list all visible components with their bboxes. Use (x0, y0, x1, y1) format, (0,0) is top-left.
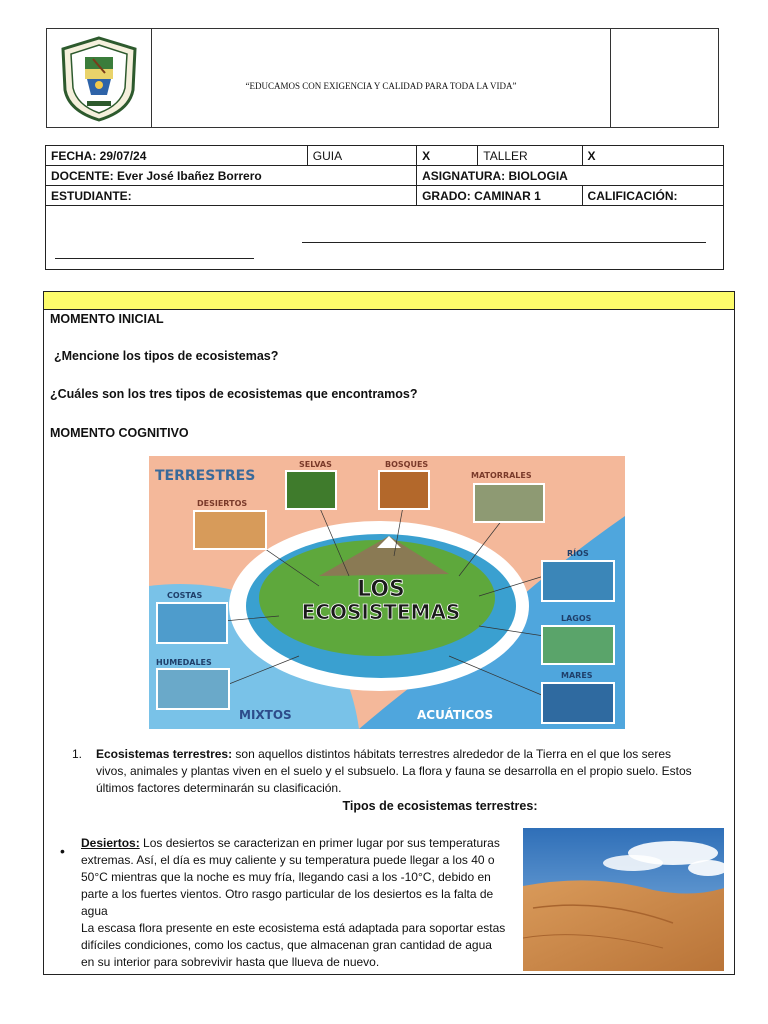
info-table (45, 145, 724, 206)
infographic-title-line-1: LOS (357, 577, 405, 602)
item-1-line-3: últimos factores determinarán su clasificación. (96, 781, 342, 795)
desiertos-line-1: Los desiertos se caracterizan en primer lugar por sus temperaturas (139, 836, 500, 850)
question-2: ¿Cuáles son los tres tipos de ecosistemas que encontramos? (50, 387, 418, 401)
desiertos-line-4: parte a los fuertes vientos. Otro rasgo particular de los desiertos es la falta de (81, 887, 494, 901)
answer-box (45, 204, 724, 270)
taller-mark: X (582, 146, 723, 166)
document-header (46, 28, 719, 128)
school-shield-logo (57, 35, 141, 123)
lagos-photo (542, 626, 614, 664)
desiertos-photo (194, 511, 266, 549)
calificacion-cell: CALIFICACIÓN: (582, 186, 723, 206)
selvas-photo (286, 471, 336, 509)
desiertos-line-7: difíciles condiciones, como los cactus, que almacenan gran cantidad de agua (81, 938, 492, 952)
humedales-label: HUMEDALES (156, 658, 212, 667)
costas-label: COSTAS (167, 591, 203, 600)
desiertos-title: Desiertos: (81, 836, 140, 850)
desiertos-label: DESIERTOS (197, 499, 248, 508)
guia-mark: X (417, 146, 478, 166)
docente-cell: DOCENTE: Ever José Ibañez Borrero (46, 166, 417, 186)
header-right-cell (610, 29, 718, 127)
mares-photo (542, 683, 614, 723)
fecha-cell: FECHA: 29/07/24 (46, 146, 308, 166)
rios-label: RÍOS (567, 549, 589, 558)
matorrales-label: MATORRALES (471, 471, 532, 480)
answer-line-1[interactable] (302, 242, 706, 243)
desiertos-paragraph (81, 835, 521, 971)
rios-photo (542, 561, 614, 601)
selvas-label: SELVAS (299, 460, 332, 469)
question-1: ¿Mencione los tipos de ecosistemas? (54, 349, 279, 363)
mares-label: MARES (561, 671, 593, 680)
bosques-photo (379, 471, 429, 509)
bosques-label: BOSQUES (385, 460, 429, 469)
terrestres-label: TERRESTRES (155, 468, 256, 484)
momento-cognitivo-heading: MOMENTO COGNITIVO (50, 426, 189, 440)
ecosystems-infographic (149, 456, 625, 729)
item-1-paragraph (96, 746, 724, 797)
bullet-icon: • (60, 843, 65, 859)
humedales-photo (157, 669, 229, 709)
yellow-header-bar (44, 292, 734, 310)
grado-cell: GRADO: CAMINAR 1 (417, 186, 582, 206)
item-1-number: 1. (72, 747, 83, 761)
momento-inicial-heading: MOMENTO INICIAL (50, 312, 164, 326)
estudiante-cell: ESTUDIANTE: (46, 186, 417, 206)
matorrales-photo (474, 484, 544, 522)
logo-cell (47, 29, 152, 127)
asignatura-cell: ASIGNATURA: BIOLOGIA (417, 166, 724, 186)
item-1-line-2: vivos, animales y plantas viven en el suelo y el subsuelo. La flora y fauna se desarrolla en el propio suelo. Estos (96, 764, 692, 778)
lagos-label: LAGOS (561, 614, 592, 623)
item-1-line-1: son aquellos distintos hábitats terrestres alrededor de la Tierra en el que los seres (232, 747, 671, 761)
costas-photo (157, 603, 227, 643)
answer-line-2[interactable] (55, 258, 254, 259)
desiertos-line-6: La escasa flora presente en este ecosistema está adaptada para soportar estas (81, 921, 506, 935)
mixtos-label: MIXTOS (239, 708, 292, 722)
guia-cell: GUIA (307, 146, 416, 166)
desiertos-line-8: en su interior para sobrevivir hasta que llueva de nuevo. (81, 955, 380, 969)
taller-cell: TALLER (478, 146, 582, 166)
desert-photo (523, 828, 724, 971)
desiertos-line-3: 50°C mientras que la noche es muy fría, llegando casi a los -10°C, debido en (81, 870, 491, 884)
infographic-title-line-2: ECOSISTEMAS (301, 600, 461, 624)
desiertos-line-2: extremas. Así, el día es muy caliente y su temperatura puede llegar a los 40 o (81, 853, 495, 867)
item-1-title: Ecosistemas terrestres: (96, 747, 233, 761)
school-motto: “EDUCAMOS CON EXIGENCIA Y CALIDAD PARA TODA LA VIDA” (245, 81, 517, 91)
desiertos-line-5: agua (81, 904, 108, 918)
subheading: Tipos de ecosistemas terrestres: (342, 799, 538, 813)
acuaticos-label: ACUÁTICOS (417, 708, 494, 722)
